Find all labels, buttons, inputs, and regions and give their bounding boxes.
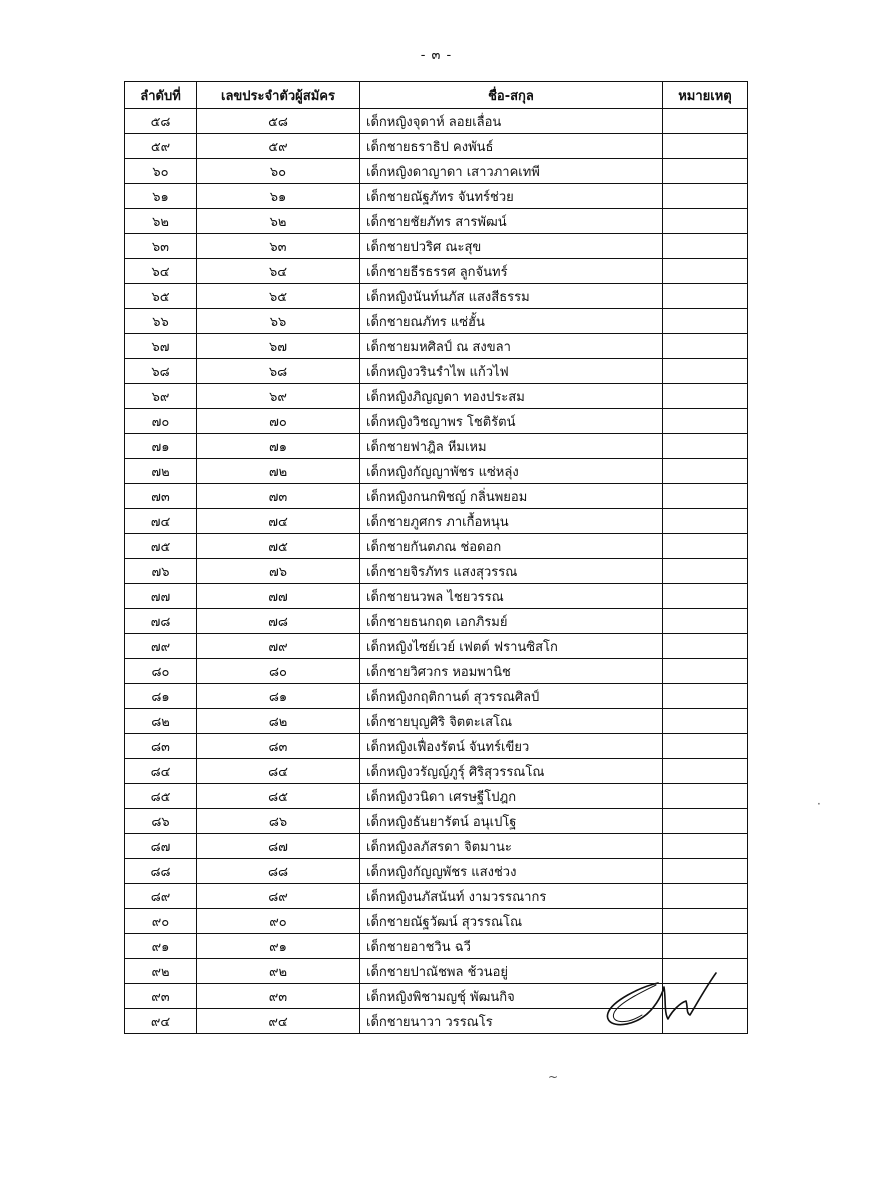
remark-cell bbox=[663, 559, 748, 584]
applicant-id-cell: ๙๐ bbox=[197, 909, 360, 934]
remark-cell bbox=[663, 509, 748, 534]
applicant-id-cell: ๘๖ bbox=[197, 809, 360, 834]
table-row bbox=[125, 459, 748, 484]
applicant-id-cell: ๙๒ bbox=[197, 959, 360, 984]
name-cell: เด็กชายบุญศิริ จิตตะเสโณ bbox=[360, 709, 663, 734]
remark-cell bbox=[663, 759, 748, 784]
remark-cell bbox=[663, 584, 748, 609]
remark-cell bbox=[663, 909, 748, 934]
applicant-id-cell: ๙๔ bbox=[197, 1009, 360, 1034]
applicant-id-cell: ๗๔ bbox=[197, 509, 360, 534]
applicant-id-cell: ๖๒ bbox=[197, 209, 360, 234]
name-cell: เด็กชายนาวา วรรณโร bbox=[360, 1009, 663, 1034]
table-row bbox=[125, 234, 748, 259]
order-cell: ๘๓ bbox=[125, 734, 197, 759]
applicant-id-cell: ๗๒ bbox=[197, 459, 360, 484]
name-cell: เด็กหญิงกัญญาพัชร แซ่หลุ่ง bbox=[360, 459, 663, 484]
table-row bbox=[125, 759, 748, 784]
order-cell: ๙๐ bbox=[125, 909, 197, 934]
table-row bbox=[125, 634, 748, 659]
name-cell: เด็กชายนวพล ไชยวรรณ bbox=[360, 584, 663, 609]
remark-cell bbox=[663, 659, 748, 684]
applicant-id-cell: ๘๕ bbox=[197, 784, 360, 809]
name-cell: เด็กหญิงวนิดา เศรษฐีโปฎก bbox=[360, 784, 663, 809]
name-cell: เด็กชายกันตภณ ช่อดอก bbox=[360, 534, 663, 559]
table-row bbox=[125, 209, 748, 234]
applicant-id-cell: ๖๔ bbox=[197, 259, 360, 284]
scan-speck: · bbox=[817, 797, 821, 811]
remark-cell bbox=[663, 534, 748, 559]
remark-cell bbox=[663, 134, 748, 159]
table-row bbox=[125, 809, 748, 834]
name-cell: เด็กหญิงจุดาห์ ลอยเลื่อน bbox=[360, 109, 663, 134]
remark-cell bbox=[663, 859, 748, 884]
applicant-id-cell: ๘๓ bbox=[197, 734, 360, 759]
order-cell: ๖๔ bbox=[125, 259, 197, 284]
order-cell: ๖๑ bbox=[125, 184, 197, 209]
name-cell: เด็กหญิงวรัญญ์ภูรุ์ ศิริสุวรรณโณ bbox=[360, 759, 663, 784]
table-row bbox=[125, 434, 748, 459]
table-row bbox=[125, 409, 748, 434]
remark-cell bbox=[663, 384, 748, 409]
order-cell: ๘๕ bbox=[125, 784, 197, 809]
name-cell: เด็กชายภูศกร ภาเกื้อหนุน bbox=[360, 509, 663, 534]
page-number: - ๓ - bbox=[420, 48, 453, 63]
table-row bbox=[125, 359, 748, 384]
remark-cell bbox=[663, 259, 748, 284]
order-cell: ๘๙ bbox=[125, 884, 197, 909]
remark-cell bbox=[663, 334, 748, 359]
header-name: ชื่อ-สกุล bbox=[360, 82, 663, 109]
table-row bbox=[125, 884, 748, 909]
applicant-id-cell: ๙๓ bbox=[197, 984, 360, 1009]
signature-mark bbox=[600, 953, 722, 1033]
table-row bbox=[125, 909, 748, 934]
name-cell: เด็กหญิงเฟื่องรัตน์ จันทร์เขียว bbox=[360, 734, 663, 759]
remark-cell bbox=[663, 484, 748, 509]
name-cell: เด็กชายจิรภัทร แสงสุวรรณ bbox=[360, 559, 663, 584]
table-row bbox=[125, 184, 748, 209]
order-cell: ๕๙ bbox=[125, 134, 197, 159]
remark-cell bbox=[663, 884, 748, 909]
scan-speck: ~ bbox=[548, 1070, 559, 1084]
order-cell: ๗๐ bbox=[125, 409, 197, 434]
name-cell: เด็กหญิงกฤติกานต์ สุวรรณศิลป์ bbox=[360, 684, 663, 709]
remark-cell bbox=[663, 109, 748, 134]
table-row bbox=[125, 684, 748, 709]
order-cell: ๘๘ bbox=[125, 859, 197, 884]
applicant-id-cell: ๖๙ bbox=[197, 384, 360, 409]
table-row bbox=[125, 509, 748, 534]
applicant-id-cell: ๘๙ bbox=[197, 884, 360, 909]
remark-cell bbox=[663, 684, 748, 709]
order-cell: ๗๔ bbox=[125, 509, 197, 534]
order-cell: ๗๗ bbox=[125, 584, 197, 609]
applicant-id-cell: ๗๕ bbox=[197, 534, 360, 559]
name-cell: เด็กหญิงกัญญพัชร แสงช่วง bbox=[360, 859, 663, 884]
applicant-id-cell: ๖๗ bbox=[197, 334, 360, 359]
name-cell: เด็กหญิงกนกพิชญ์ กลิ่นพยอม bbox=[360, 484, 663, 509]
applicant-id-cell: ๖๕ bbox=[197, 284, 360, 309]
table-row bbox=[125, 309, 748, 334]
order-cell: ๙๓ bbox=[125, 984, 197, 1009]
applicant-id-cell: ๖๑ bbox=[197, 184, 360, 209]
applicant-id-cell: ๖๓ bbox=[197, 234, 360, 259]
remark-cell bbox=[663, 784, 748, 809]
name-cell: เด็กชายธนกฤต เอกภิรมย์ bbox=[360, 609, 663, 634]
order-cell: ๗๘ bbox=[125, 609, 197, 634]
name-cell: เด็กหญิงลภัสรดา จิตมานะ bbox=[360, 834, 663, 859]
name-cell: เด็กหญิงนภัสนันท์ งามวรรณากร bbox=[360, 884, 663, 909]
applicant-id-cell: ๗๖ bbox=[197, 559, 360, 584]
header-row bbox=[125, 82, 748, 109]
name-cell: เด็กชายณัฐวัฒน์ สุวรรณโณ bbox=[360, 909, 663, 934]
table-row bbox=[125, 259, 748, 284]
applicant-id-cell: ๗๗ bbox=[197, 584, 360, 609]
name-cell: เด็กชายปวริศ ณะสุข bbox=[360, 234, 663, 259]
table-row bbox=[125, 784, 748, 809]
remark-cell bbox=[663, 809, 748, 834]
name-cell: เด็กหญิงวรินรำไพ แก้วไฟ bbox=[360, 359, 663, 384]
table-row bbox=[125, 159, 748, 184]
remark-cell bbox=[663, 734, 748, 759]
name-cell: เด็กหญิงภิญญดา ทองประสม bbox=[360, 384, 663, 409]
header-applicant-id: เลขประจำตัวผู้สมัคร bbox=[197, 82, 360, 109]
applicant-id-cell: ๘๔ bbox=[197, 759, 360, 784]
order-cell: ๘๒ bbox=[125, 709, 197, 734]
name-cell: เด็กชายชัยภัทร สารพัฒน์ bbox=[360, 209, 663, 234]
applicant-id-cell: ๗๓ bbox=[197, 484, 360, 509]
name-cell: เด็กชายฟาฎิล หีมเหม bbox=[360, 434, 663, 459]
order-cell: ๗๖ bbox=[125, 559, 197, 584]
order-cell: ๙๒ bbox=[125, 959, 197, 984]
name-cell: เด็กหญิงธันยารัตน์ อนุเปโฐ bbox=[360, 809, 663, 834]
applicant-id-cell: ๕๙ bbox=[197, 134, 360, 159]
order-cell: ๖๙ bbox=[125, 384, 197, 409]
applicant-id-cell: ๖๐ bbox=[197, 159, 360, 184]
table-row bbox=[125, 134, 748, 159]
table-body bbox=[125, 109, 748, 1034]
remark-cell bbox=[663, 634, 748, 659]
table-header bbox=[125, 82, 748, 109]
table-row bbox=[125, 484, 748, 509]
remark-cell bbox=[663, 359, 748, 384]
order-cell: ๖๓ bbox=[125, 234, 197, 259]
table-row bbox=[125, 109, 748, 134]
applicant-id-cell: ๖๘ bbox=[197, 359, 360, 384]
applicant-id-cell: ๘๗ bbox=[197, 834, 360, 859]
table-row bbox=[125, 334, 748, 359]
remark-cell bbox=[663, 284, 748, 309]
remark-cell bbox=[663, 209, 748, 234]
order-cell: ๖๒ bbox=[125, 209, 197, 234]
order-cell: ๗๙ bbox=[125, 634, 197, 659]
name-cell: เด็กชายธีรธรรศ ลูกจันทร์ bbox=[360, 259, 663, 284]
remark-cell bbox=[663, 309, 748, 334]
order-cell: ๘๐ bbox=[125, 659, 197, 684]
applicant-id-cell: ๗๘ bbox=[197, 609, 360, 634]
table-row bbox=[125, 859, 748, 884]
remark-cell bbox=[663, 184, 748, 209]
table-row bbox=[125, 559, 748, 584]
header-order: ลำดับที่ bbox=[125, 82, 197, 109]
order-cell: ๖๘ bbox=[125, 359, 197, 384]
table-row bbox=[125, 659, 748, 684]
order-cell: ๙๑ bbox=[125, 934, 197, 959]
order-cell: ๘๖ bbox=[125, 809, 197, 834]
applicant-id-cell: ๘๐ bbox=[197, 659, 360, 684]
remark-cell bbox=[663, 409, 748, 434]
table-row bbox=[125, 709, 748, 734]
table-row bbox=[125, 534, 748, 559]
name-cell: เด็กชายณัฐภัทร จันทร์ช่วย bbox=[360, 184, 663, 209]
order-cell: ๗๒ bbox=[125, 459, 197, 484]
applicant-id-cell: ๗๑ bbox=[197, 434, 360, 459]
remark-cell bbox=[663, 434, 748, 459]
name-cell: เด็กหญิงวิชญาพร โชติรัตน์ bbox=[360, 409, 663, 434]
order-cell: ๖๕ bbox=[125, 284, 197, 309]
name-cell: เด็กหญิงพิชามญชุ์ พัฒนกิจ bbox=[360, 984, 663, 1009]
order-cell: ๗๑ bbox=[125, 434, 197, 459]
remark-cell bbox=[663, 709, 748, 734]
order-cell: ๕๘ bbox=[125, 109, 197, 134]
name-cell: เด็กชายณภัทร แซ่ฮั้น bbox=[360, 309, 663, 334]
name-cell: เด็กชายปาณัชพล ช้วนอยู่ bbox=[360, 959, 663, 984]
remark-cell bbox=[663, 159, 748, 184]
order-cell: ๗๓ bbox=[125, 484, 197, 509]
remark-cell bbox=[663, 459, 748, 484]
name-cell: เด็กชายมหศิลป์ ณ สงขลา bbox=[360, 334, 663, 359]
applicant-id-cell: ๙๑ bbox=[197, 934, 360, 959]
applicant-id-cell: ๘๑ bbox=[197, 684, 360, 709]
applicant-id-cell: ๗๙ bbox=[197, 634, 360, 659]
order-cell: ๘๔ bbox=[125, 759, 197, 784]
table-row bbox=[125, 834, 748, 859]
name-cell: เด็กหญิงไซย์เวย์ เฟตต์ ฟรานซิสโก bbox=[360, 634, 663, 659]
order-cell: ๘๗ bbox=[125, 834, 197, 859]
applicant-id-cell: ๕๘ bbox=[197, 109, 360, 134]
name-cell: เด็กหญิงดาญาดา เสาวภาคเทพี bbox=[360, 159, 663, 184]
remark-cell bbox=[663, 834, 748, 859]
table-row bbox=[125, 284, 748, 309]
order-cell: ๖๐ bbox=[125, 159, 197, 184]
table-row bbox=[125, 734, 748, 759]
remark-cell bbox=[663, 609, 748, 634]
name-cell: เด็กชายธราธิป คงพันธ์ bbox=[360, 134, 663, 159]
applicant-table bbox=[124, 81, 748, 1034]
table-row bbox=[125, 384, 748, 409]
order-cell: ๖๗ bbox=[125, 334, 197, 359]
order-cell: ๗๕ bbox=[125, 534, 197, 559]
table-row bbox=[125, 584, 748, 609]
order-cell: ๙๔ bbox=[125, 1009, 197, 1034]
remark-cell bbox=[663, 234, 748, 259]
name-cell: เด็กชายวิศวกร หอมพานิช bbox=[360, 659, 663, 684]
applicant-id-cell: ๘๒ bbox=[197, 709, 360, 734]
applicant-id-cell: ๖๖ bbox=[197, 309, 360, 334]
table-row bbox=[125, 609, 748, 634]
order-cell: ๘๑ bbox=[125, 684, 197, 709]
header-remark: หมายเหตุ bbox=[663, 82, 748, 109]
name-cell: เด็กหญิงนันท์นภัส แสงสีธรรม bbox=[360, 284, 663, 309]
order-cell: ๖๖ bbox=[125, 309, 197, 334]
name-cell: เด็กชายอาชวิน ฉวี bbox=[360, 934, 663, 959]
applicant-id-cell: ๗๐ bbox=[197, 409, 360, 434]
applicant-id-cell: ๘๘ bbox=[197, 859, 360, 884]
